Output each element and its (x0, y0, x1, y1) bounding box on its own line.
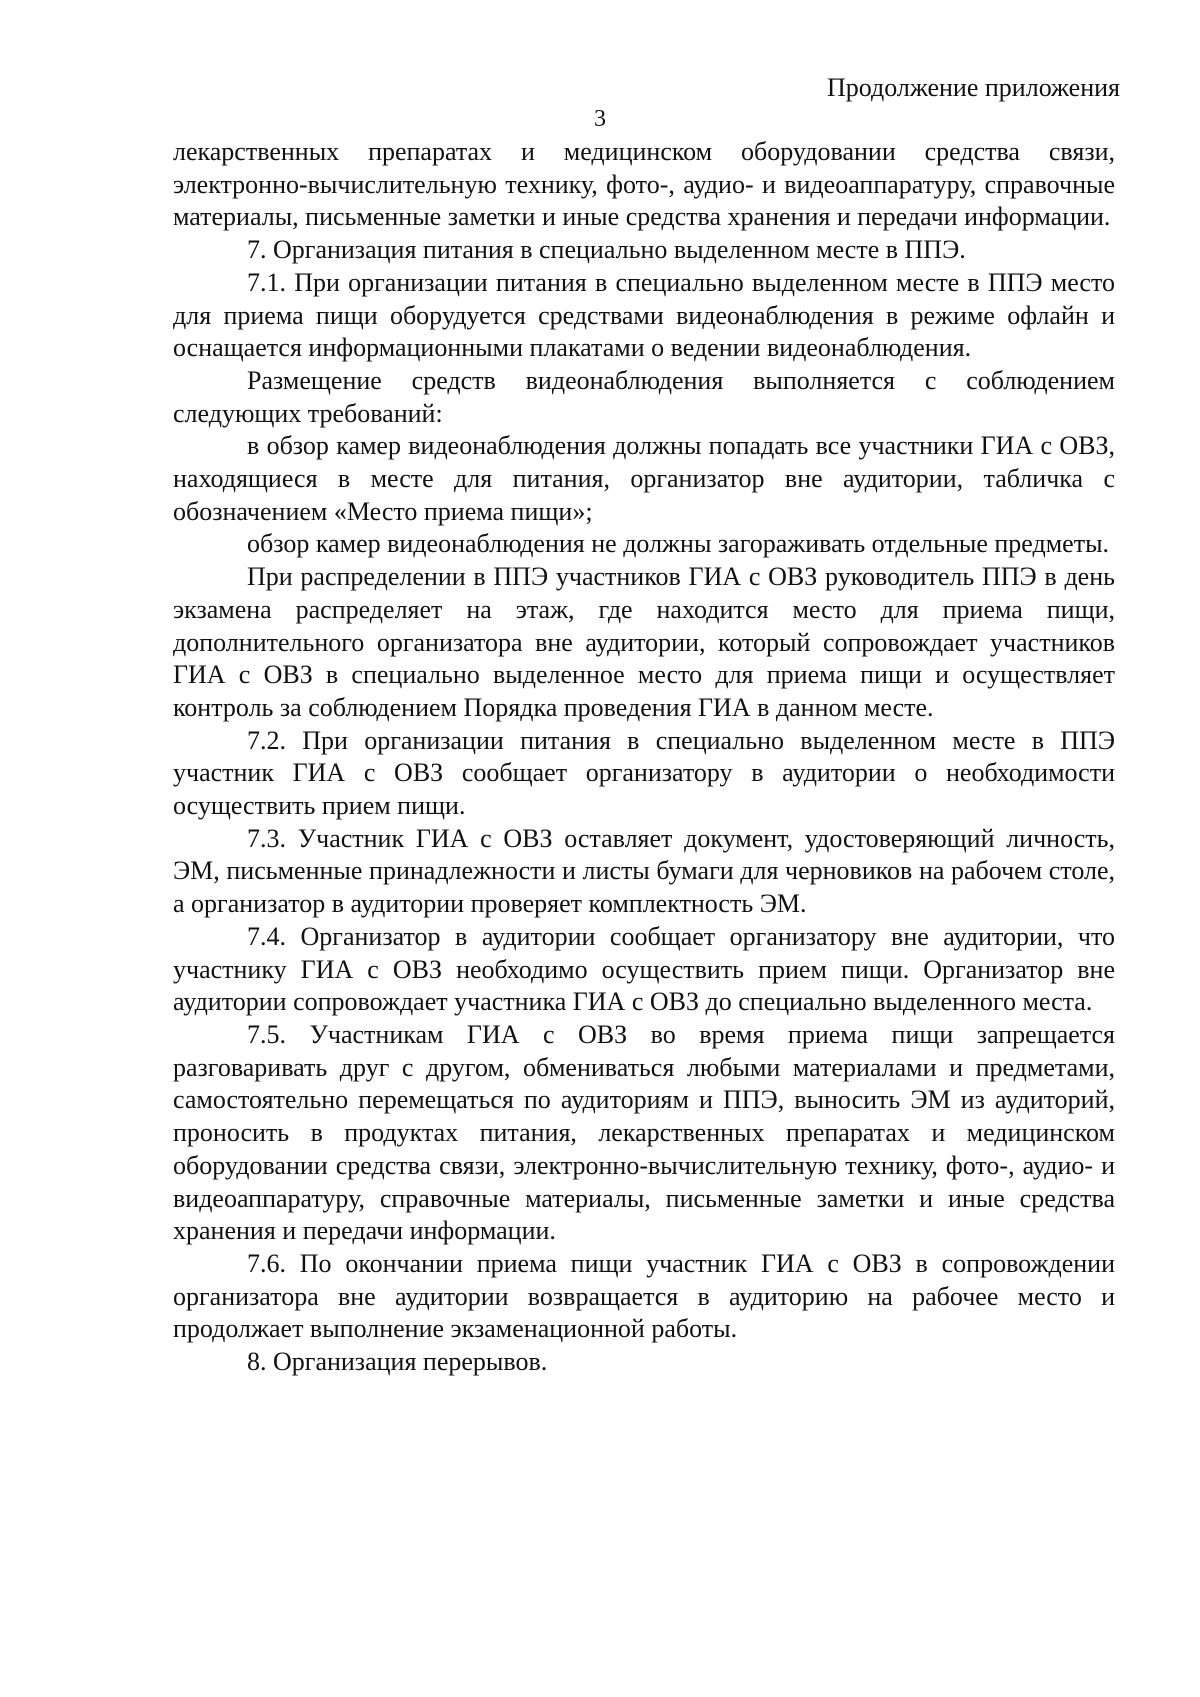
paragraph-camera-placement: Размещение средств видеонаблюдения выполняется с соблюдением следующих требований: (173, 365, 1115, 428)
continuation-header: Продолжение приложения (826, 73, 1120, 102)
paragraph-camera-obstruction: обзор камер видеонаблюдения не должны загораживать отдельные предметы. (247, 529, 1110, 559)
paragraph-continuation: лекарственных препаратах и медицинском оборудовании средства связи, электронно-вычислительную технику, фото-, аудио- и видеоаппаратуру, справочные материалы, письменные заметки и иные средства хранения и передачи информации. (173, 137, 1115, 232)
paragraph-7-5: 7.5. Участникам ГИА с ОВЗ во время приема пищи запрещается разговаривать друг с другом, обмениваться любыми материалами и предметами, самостоятельно перемещаться по аудиториям и ППЭ, выносить ЭМ из аудиторий, проносить в продуктах питания, лекарственных препаратах и медицинском оборудовании средства связи, электронно-вычислительную технику, фото-, аудио- и видеоаппаратуру, справочные материалы, письменные заметки и иные средства хранения и передачи информации. (173, 1019, 1115, 1246)
paragraph-camera-coverage: в обзор камер видеонаблюдения должны попадать все участники ГИА с ОВЗ, находящиеся в месте для питания, организатор вне аудитории, табличка с обозначением «Место приема пищи»; (173, 431, 1115, 526)
paragraph-7-3: 7.3. Участник ГИА с ОВЗ оставляет документ, удостоверяющий личность, ЭМ, письменные принадлежности и листы бумаги для черновиков на рабочем столе, а организатор в аудитории проверяет комплектность ЭМ. (173, 823, 1115, 919)
section-heading-8: 8. Организация перерывов. (247, 1347, 548, 1377)
paragraph-7-1: 7.1. При организации питания в специально выделенном месте в ППЭ место для приема пищи оборудуется средствами видеонаблюдения в режиме офлайн и оснащается информационными плакатами о ведении видеонаблюдения. (173, 267, 1115, 363)
paragraph-organizer-assignment: При распределении в ППЭ участников ГИА с ОВЗ руководитель ППЭ в день экзамена распределяет на этаж, где находится место для приема пищи, дополнительного организатора вне аудитории, который сопровождает участников ГИА с ОВЗ в специально выделенное место для приема пищи и осуществляет контроль за соблюдением Порядка проведения ГИА в данном месте. (173, 562, 1115, 722)
document-body (173, 136, 1115, 1379)
paragraph-7-6: 7.6. По окончании приема пищи участник ГИА с ОВЗ в сопровождении организатора вне аудитории возвращается в аудиторию на рабочее место и продолжает выполнение экзаменационной работы. (173, 1248, 1115, 1344)
page-number: 3 (594, 106, 606, 132)
paragraph-7-2: 7.2. При организации питания в специально выделенном месте в ППЭ участник ГИА с ОВЗ сообщает организатору в аудитории о необходимости осуществить прием пищи. (173, 725, 1115, 821)
section-heading-7: 7. Организация питания в специально выделенном месте в ППЭ. (247, 235, 966, 265)
paragraph-7-4: 7.4. Организатор в аудитории сообщает организатору вне аудитории, что участнику ГИА с ОВЗ необходимо осуществить прием пищи. Организатор вне аудитории сопровождает участника ГИА с ОВЗ до специально выделенного места. (173, 921, 1115, 1017)
